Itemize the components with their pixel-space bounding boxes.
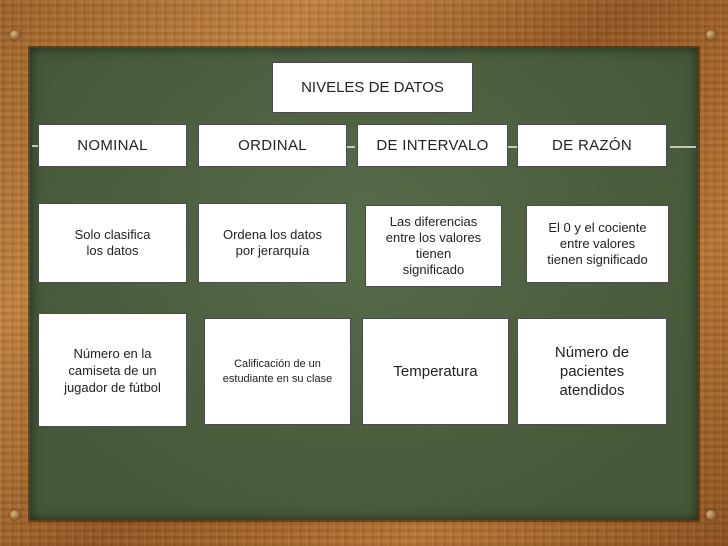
diagram-title: NIVELES DE DATOS — [301, 79, 444, 96]
level-description: El 0 y el cociente entre valores tienen significado — [547, 220, 648, 267]
level-description-razon — [526, 205, 669, 283]
level-description: Solo clasifica los datos — [74, 227, 151, 258]
chalk-mark — [507, 146, 517, 148]
nail-icon — [706, 30, 716, 40]
level-description: Las diferencias entre los valores tienen significado — [385, 214, 482, 277]
level-example-razon — [517, 318, 667, 425]
nail-icon — [10, 510, 20, 520]
nail-icon — [10, 30, 20, 40]
nail-icon — [706, 510, 716, 520]
level-example: Número en la camiseta de un jugador de fútbol — [64, 345, 161, 395]
level-example-nominal — [38, 313, 187, 427]
diagram-title-box — [272, 62, 473, 113]
level-example: Calificación de un estudiante en su clase — [222, 357, 333, 385]
level-example-intervalo — [362, 318, 509, 425]
level-description-intervalo — [365, 205, 502, 287]
level-example: Temperatura — [393, 363, 478, 380]
level-name: DE RAZÓN — [552, 137, 632, 154]
level-description-ordinal — [198, 203, 347, 283]
chalkboard — [30, 48, 698, 520]
level-description-nominal — [38, 203, 187, 283]
level-name: DE INTERVALO — [376, 137, 489, 154]
level-name: NOMINAL — [77, 137, 148, 154]
level-header-razon — [517, 124, 667, 167]
level-header-ordinal — [198, 124, 347, 167]
chalk-mark — [670, 146, 696, 148]
level-header-intervalo — [357, 124, 508, 167]
level-name: ORDINAL — [238, 137, 307, 154]
level-description: Ordena los datos por jerarquía — [222, 227, 322, 258]
level-header-nominal — [38, 124, 187, 167]
level-example-ordinal — [204, 318, 351, 425]
level-example: Número de pacientes atendidos — [554, 344, 630, 399]
